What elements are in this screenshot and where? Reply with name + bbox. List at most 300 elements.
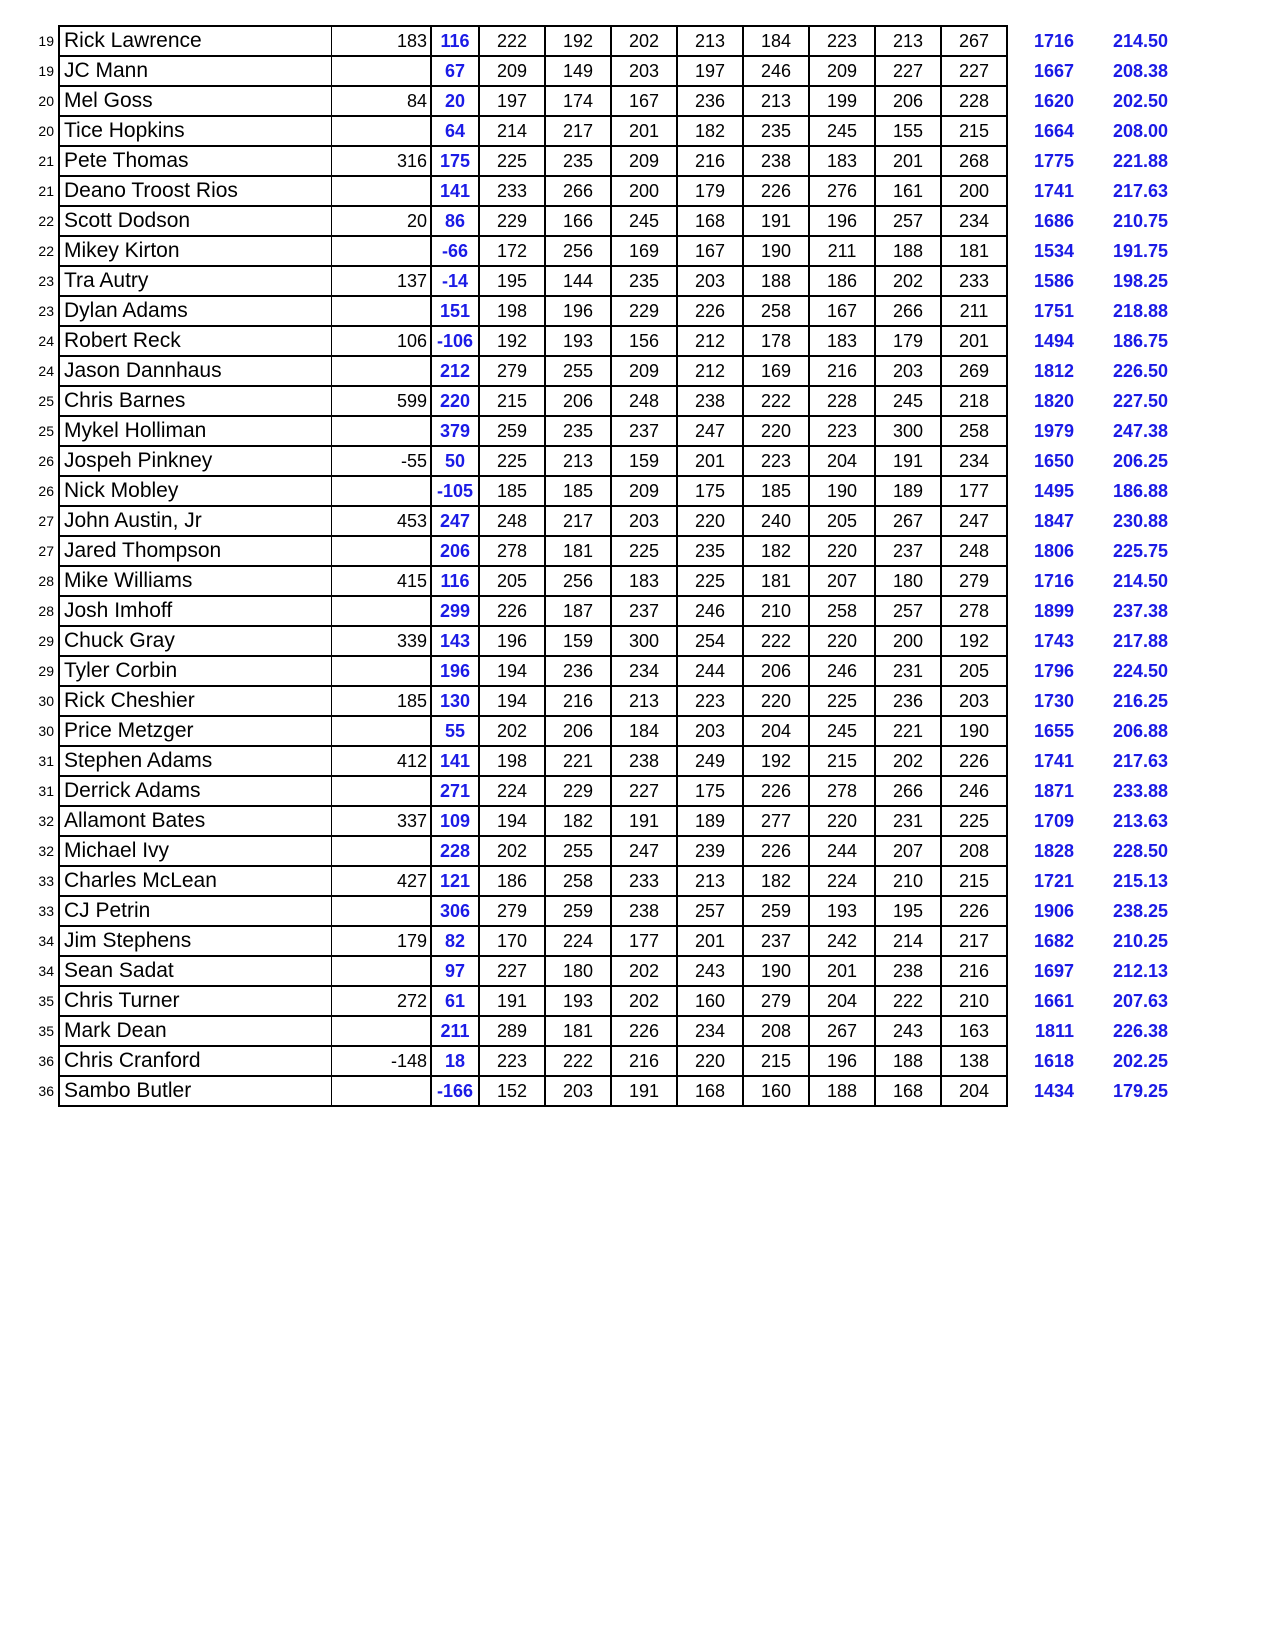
- rank-label: 27: [38, 513, 54, 529]
- game-score: 276: [810, 177, 876, 205]
- series-average: 233.88: [1112, 781, 1168, 801]
- rank-label: 19: [38, 63, 54, 79]
- game-score: 257: [678, 897, 744, 925]
- game-score: 191: [744, 207, 810, 235]
- value1-cell: [332, 177, 432, 205]
- game-score: 163: [958, 1021, 990, 1041]
- player-row-box: [58, 295, 1008, 327]
- game-score: 279: [480, 357, 546, 385]
- rank-label: 21: [38, 183, 54, 199]
- game-score: 209: [810, 57, 876, 85]
- game-score: 167: [612, 87, 678, 115]
- game-score: 194: [480, 687, 546, 715]
- game-score: 204: [810, 447, 876, 475]
- value2-cell: 116: [432, 567, 480, 595]
- game-score: 221: [546, 747, 612, 775]
- game-score: 246: [958, 781, 990, 801]
- game-score: 192: [744, 747, 810, 775]
- game-score: 218: [958, 391, 990, 411]
- game-score: 204: [744, 717, 810, 745]
- game-score: 249: [678, 747, 744, 775]
- table-row: [0, 1015, 1168, 1047]
- rank-label: 35: [38, 993, 54, 1009]
- game-score: 220: [678, 507, 744, 535]
- series-average: 206.88: [1112, 721, 1168, 741]
- series-total: 1661: [1033, 991, 1074, 1011]
- game-score: 247: [958, 511, 990, 531]
- game-scores: [480, 27, 1006, 55]
- player-name: Deano Troost Rios: [60, 177, 332, 205]
- game-scores: [480, 387, 1006, 415]
- player-row-box: [58, 1045, 1008, 1077]
- game-score: 220: [810, 807, 876, 835]
- game-score: 160: [744, 1077, 810, 1105]
- game-score: 247: [678, 417, 744, 445]
- game-score: 177: [612, 927, 678, 955]
- value2-cell: 50: [432, 447, 480, 475]
- game-score: 222: [876, 987, 942, 1015]
- game-score: 224: [810, 867, 876, 895]
- game-score: 220: [744, 417, 810, 445]
- game-scores: [480, 657, 1006, 685]
- value1-cell: [332, 1077, 432, 1105]
- game-score: 234: [678, 1017, 744, 1045]
- series-average: 217.88: [1112, 631, 1168, 651]
- value1-cell: -55: [332, 447, 432, 475]
- series-average: 218.88: [1112, 301, 1168, 321]
- score-sheet: [0, 25, 1168, 1107]
- game-score: 223: [480, 1047, 546, 1075]
- game-score: 226: [744, 177, 810, 205]
- game-score: 215: [480, 387, 546, 415]
- value2-cell: 212: [432, 357, 480, 385]
- game-score: 181: [958, 241, 990, 261]
- game-score: 238: [876, 957, 942, 985]
- game-score: 236: [876, 687, 942, 715]
- series-total: 1586: [1033, 271, 1074, 291]
- table-row: [0, 535, 1168, 567]
- rank-label: 19: [38, 33, 54, 49]
- value2-cell: 379: [432, 417, 480, 445]
- game-score: 188: [876, 237, 942, 265]
- value1-cell: 339: [332, 627, 432, 655]
- table-row: [0, 1045, 1168, 1077]
- game-score: 279: [958, 571, 990, 591]
- game-score: 195: [480, 267, 546, 295]
- player-row-box: [58, 115, 1008, 147]
- game-score: 216: [810, 357, 876, 385]
- value1-cell: 337: [332, 807, 432, 835]
- series-total: 1820: [1033, 391, 1074, 411]
- player-name: Derrick Adams: [60, 777, 332, 805]
- rank-label: 29: [38, 663, 54, 679]
- player-name: Mel Goss: [60, 87, 332, 115]
- series-average: 238.25: [1112, 901, 1168, 921]
- game-scores: [480, 1077, 1006, 1105]
- value1-cell: [332, 897, 432, 925]
- game-scores: [480, 297, 1006, 325]
- player-name: Scott Dodson: [60, 207, 332, 235]
- value1-cell: [332, 57, 432, 85]
- game-score: 196: [810, 1047, 876, 1075]
- value2-cell: 61: [432, 987, 480, 1015]
- game-score: 214: [876, 927, 942, 955]
- game-score: 203: [612, 507, 678, 535]
- player-row-box: [58, 25, 1008, 57]
- series-average: 247.38: [1112, 421, 1168, 441]
- game-score: 208: [958, 841, 990, 861]
- game-score: 217: [546, 507, 612, 535]
- game-score: 203: [876, 357, 942, 385]
- game-score: 226: [612, 1017, 678, 1045]
- value2-cell: 86: [432, 207, 480, 235]
- value2-cell: 55: [432, 717, 480, 745]
- series-total: 1667: [1033, 61, 1074, 81]
- value2-cell: 141: [432, 177, 480, 205]
- player-row-box: [58, 445, 1008, 477]
- rank-label: 22: [38, 213, 54, 229]
- game-scores: [480, 177, 1006, 205]
- series-total: 1697: [1033, 961, 1074, 981]
- rank-label: 36: [38, 1053, 54, 1069]
- table-row: [0, 385, 1168, 417]
- player-name: Pete Thomas: [60, 147, 332, 175]
- game-score: 223: [744, 447, 810, 475]
- game-score: 160: [678, 987, 744, 1015]
- series-average: 224.50: [1112, 661, 1168, 681]
- player-name: Chris Turner: [60, 987, 332, 1015]
- value1-cell: [332, 537, 432, 565]
- value2-cell: 206: [432, 537, 480, 565]
- game-score: 177: [958, 481, 990, 501]
- game-score: 236: [678, 87, 744, 115]
- value1-cell: 137: [332, 267, 432, 295]
- rank-label: 35: [38, 1023, 54, 1039]
- table-row: [0, 565, 1168, 597]
- game-score: 184: [612, 717, 678, 745]
- rank-label: 22: [38, 243, 54, 259]
- value2-cell: 271: [432, 777, 480, 805]
- game-score: 155: [876, 117, 942, 145]
- game-score: 191: [612, 807, 678, 835]
- table-row: [0, 625, 1168, 657]
- series-total: 1716: [1033, 571, 1074, 591]
- game-score: 206: [876, 87, 942, 115]
- game-scores: [480, 417, 1006, 445]
- value1-cell: [332, 837, 432, 865]
- player-name: Nick Mobley: [60, 477, 332, 505]
- player-name: CJ Petrin: [60, 897, 332, 925]
- player-row-box: [58, 895, 1008, 927]
- player-row-box: [58, 775, 1008, 807]
- value1-cell: [332, 297, 432, 325]
- game-score: 224: [546, 927, 612, 955]
- table-row: [0, 805, 1168, 837]
- game-score: 267: [876, 507, 942, 535]
- game-score: 149: [546, 57, 612, 85]
- series-total: 1716: [1033, 31, 1074, 51]
- game-score: 257: [876, 597, 942, 625]
- series-total: 1751: [1033, 301, 1074, 321]
- game-score: 203: [678, 267, 744, 295]
- game-score: 203: [958, 691, 990, 711]
- game-score: 259: [546, 897, 612, 925]
- series-average: 208.38: [1112, 61, 1168, 81]
- table-row: [0, 745, 1168, 777]
- game-score: 238: [744, 147, 810, 175]
- player-row-box: [58, 595, 1008, 627]
- value2-cell: -66: [432, 237, 480, 265]
- player-name: Jason Dannhaus: [60, 357, 332, 385]
- game-score: 206: [546, 717, 612, 745]
- table-row: [0, 655, 1168, 687]
- game-score: 225: [480, 147, 546, 175]
- game-scores: [480, 897, 1006, 925]
- game-score: 205: [958, 661, 990, 681]
- player-name: Sean Sadat: [60, 957, 332, 985]
- game-score: 208: [744, 1017, 810, 1045]
- game-score: 205: [810, 507, 876, 535]
- rank-label: 32: [38, 813, 54, 829]
- player-name: Tra Autry: [60, 267, 332, 295]
- game-score: 213: [876, 27, 942, 55]
- game-score: 210: [876, 867, 942, 895]
- value1-cell: 179: [332, 927, 432, 955]
- series-average: 237.38: [1112, 601, 1168, 621]
- game-score: 225: [678, 567, 744, 595]
- game-score: 257: [876, 207, 942, 235]
- game-scores: [480, 207, 1006, 235]
- player-row-box: [58, 145, 1008, 177]
- game-score: 225: [612, 537, 678, 565]
- value2-cell: 175: [432, 147, 480, 175]
- game-score: 206: [546, 387, 612, 415]
- player-name: JC Mann: [60, 57, 332, 85]
- game-score: 193: [810, 897, 876, 925]
- game-score: 168: [876, 1077, 942, 1105]
- rank-label: 24: [38, 333, 54, 349]
- game-scores: [480, 327, 1006, 355]
- series-total: 1655: [1033, 721, 1074, 741]
- table-row: [0, 85, 1168, 117]
- game-score: 156: [612, 327, 678, 355]
- series-average: 186.75: [1112, 331, 1168, 351]
- game-score: 186: [810, 267, 876, 295]
- player-name: Chris Cranford: [60, 1047, 332, 1075]
- series-total: 1899: [1033, 601, 1074, 621]
- game-score: 223: [678, 687, 744, 715]
- player-row-box: [58, 235, 1008, 267]
- game-score: 181: [546, 537, 612, 565]
- game-score: 234: [958, 211, 990, 231]
- game-score: 256: [546, 567, 612, 595]
- game-score: 258: [546, 867, 612, 895]
- player-row-box: [58, 985, 1008, 1017]
- player-name: John Austin, Jr: [60, 507, 332, 535]
- game-score: 248: [958, 541, 990, 561]
- game-score: 192: [546, 27, 612, 55]
- game-score: 239: [678, 837, 744, 865]
- game-score: 188: [876, 1047, 942, 1075]
- game-score: 183: [810, 147, 876, 175]
- game-scores: [480, 1017, 1006, 1045]
- value2-cell: 109: [432, 807, 480, 835]
- series-average: 215.13: [1112, 871, 1168, 891]
- game-score: 255: [546, 357, 612, 385]
- game-score: 190: [744, 237, 810, 265]
- game-score: 169: [612, 237, 678, 265]
- game-score: 196: [810, 207, 876, 235]
- rank-label: 26: [38, 453, 54, 469]
- game-score: 223: [810, 417, 876, 445]
- game-score: 184: [744, 27, 810, 55]
- game-score: 234: [612, 657, 678, 685]
- table-row: [0, 865, 1168, 897]
- game-score: 238: [612, 897, 678, 925]
- game-score: 195: [876, 897, 942, 925]
- game-scores: [480, 477, 1006, 505]
- series-total: 1811: [1034, 1021, 1074, 1041]
- game-score: 229: [612, 297, 678, 325]
- game-score: 190: [958, 721, 990, 741]
- game-score: 213: [678, 27, 744, 55]
- game-score: 216: [678, 147, 744, 175]
- game-scores: [480, 687, 1006, 715]
- table-row: [0, 775, 1168, 807]
- game-score: 221: [876, 717, 942, 745]
- value1-cell: [332, 1017, 432, 1045]
- game-score: 235: [678, 537, 744, 565]
- game-score: 235: [744, 117, 810, 145]
- game-scores: [480, 777, 1006, 805]
- game-score: 210: [744, 597, 810, 625]
- series-total: 1871: [1033, 781, 1074, 801]
- player-name: Jared Thompson: [60, 537, 332, 565]
- game-score: 216: [612, 1047, 678, 1075]
- game-score: 259: [480, 417, 546, 445]
- series-average: 191.75: [1112, 241, 1168, 261]
- value1-cell: [332, 717, 432, 745]
- value2-cell: -166: [432, 1077, 480, 1105]
- game-score: 204: [810, 987, 876, 1015]
- game-score: 225: [810, 687, 876, 715]
- game-score: 202: [612, 987, 678, 1015]
- game-score: 233: [612, 867, 678, 895]
- series-average: 227.50: [1112, 391, 1168, 411]
- game-score: 243: [678, 957, 744, 985]
- rank-label: 32: [38, 843, 54, 859]
- game-score: 161: [876, 177, 942, 205]
- game-score: 259: [744, 897, 810, 925]
- game-score: 187: [546, 597, 612, 625]
- value1-cell: [332, 477, 432, 505]
- game-score: 217: [958, 931, 990, 951]
- player-name: Mike Williams: [60, 567, 332, 595]
- game-score: 202: [876, 747, 942, 775]
- game-score: 266: [546, 177, 612, 205]
- game-score: 220: [810, 537, 876, 565]
- player-row-box: [58, 85, 1008, 117]
- game-score: 193: [546, 327, 612, 355]
- player-row-box: [58, 805, 1008, 837]
- series-total: 1741: [1033, 181, 1074, 201]
- game-score: 227: [612, 777, 678, 805]
- game-score: 159: [546, 627, 612, 655]
- game-score: 226: [958, 751, 990, 771]
- game-score: 300: [612, 627, 678, 655]
- series-average: 217.63: [1112, 181, 1168, 201]
- game-score: 178: [744, 327, 810, 355]
- game-score: 201: [678, 447, 744, 475]
- player-row-box: [58, 1075, 1008, 1107]
- value1-cell: 20: [332, 207, 432, 235]
- game-score: 205: [480, 567, 546, 595]
- series-total: 1620: [1033, 91, 1074, 111]
- game-score: 190: [744, 957, 810, 985]
- series-total: 1806: [1033, 541, 1074, 561]
- game-score: 194: [480, 657, 546, 685]
- table-row: [0, 415, 1168, 447]
- game-score: 245: [810, 117, 876, 145]
- rank-label: 33: [38, 873, 54, 889]
- game-score: 229: [480, 207, 546, 235]
- game-score: 268: [958, 151, 990, 171]
- game-score: 201: [612, 117, 678, 145]
- game-score: 212: [678, 327, 744, 355]
- rank-label: 25: [38, 393, 54, 409]
- game-score: 216: [958, 961, 990, 981]
- value1-cell: 316: [332, 147, 432, 175]
- game-score: 220: [810, 627, 876, 655]
- game-score: 192: [958, 631, 990, 651]
- value1-cell: [332, 237, 432, 265]
- game-score: 183: [810, 327, 876, 355]
- game-score: 236: [546, 657, 612, 685]
- table-row: [0, 205, 1168, 237]
- value1-cell: 183: [332, 27, 432, 55]
- value2-cell: 141: [432, 747, 480, 775]
- series-average: 208.00: [1112, 121, 1168, 141]
- game-score: 248: [480, 507, 546, 535]
- game-score: 228: [958, 91, 990, 111]
- table-row: [0, 25, 1168, 57]
- table-row: [0, 895, 1168, 927]
- value1-cell: -148: [332, 1047, 432, 1075]
- player-name: Allamont Bates: [60, 807, 332, 835]
- table-row: [0, 595, 1168, 627]
- game-score: 197: [480, 87, 546, 115]
- game-scores: [480, 537, 1006, 565]
- game-score: 258: [810, 597, 876, 625]
- game-score: 152: [480, 1077, 546, 1105]
- game-score: 199: [810, 87, 876, 115]
- game-score: 192: [480, 327, 546, 355]
- game-score: 226: [744, 837, 810, 865]
- series-total: 1741: [1033, 751, 1074, 771]
- value1-cell: 415: [332, 567, 432, 595]
- game-score: 222: [480, 27, 546, 55]
- game-score: 266: [876, 777, 942, 805]
- game-score: 217: [546, 117, 612, 145]
- game-score: 207: [810, 567, 876, 595]
- series-total: 1709: [1033, 811, 1074, 831]
- player-name: Rick Lawrence: [60, 27, 332, 55]
- series-total: 1730: [1033, 691, 1074, 711]
- table-row: [0, 355, 1168, 387]
- game-score: 223: [810, 27, 876, 55]
- rank-label: 30: [38, 693, 54, 709]
- game-score: 202: [480, 837, 546, 865]
